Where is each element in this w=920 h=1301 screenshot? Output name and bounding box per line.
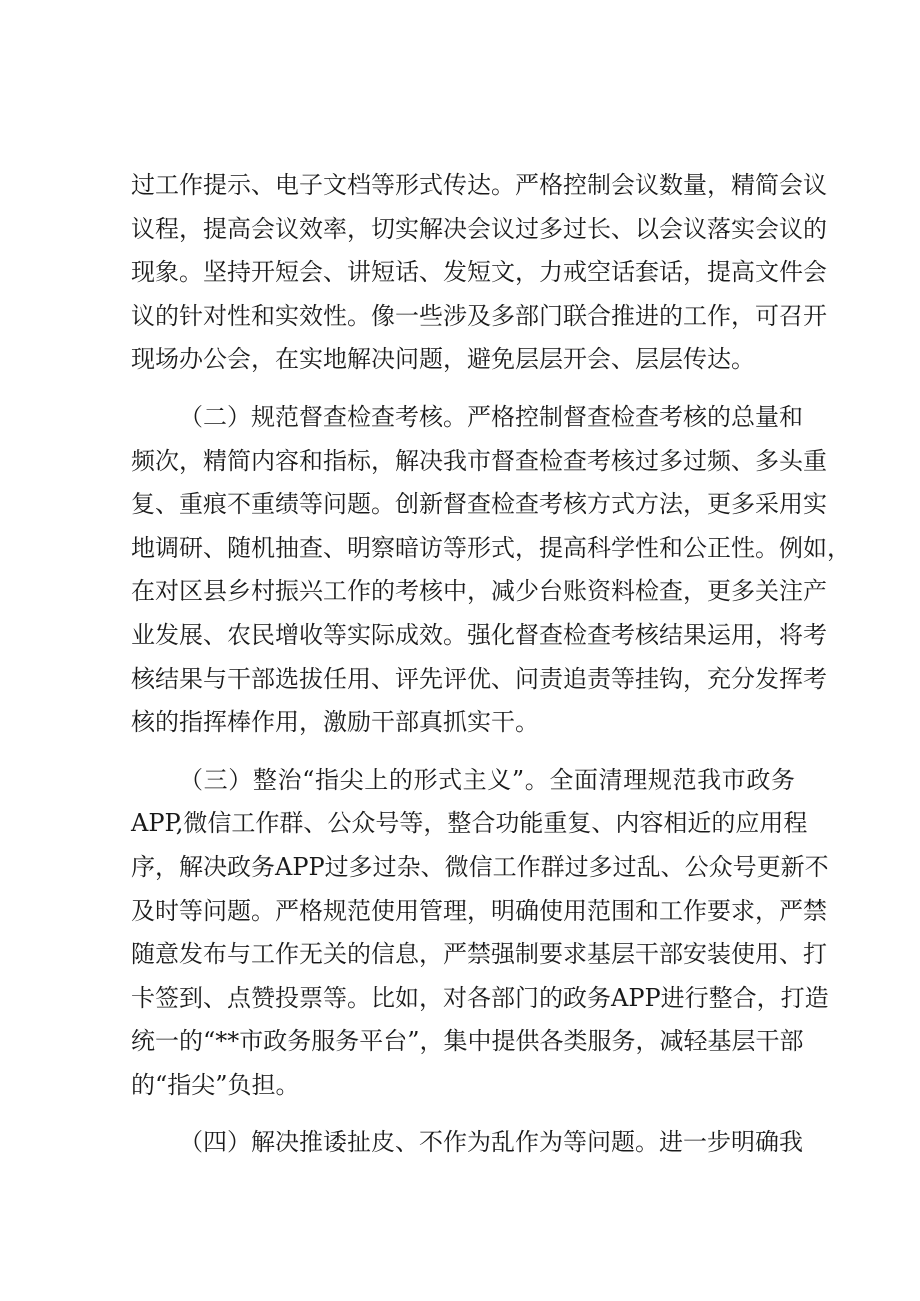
text-line: 在对区县乡村振兴工作的考核中，减少台账资料检查，更多关注产 <box>131 577 827 606</box>
text-line: 议程，提高会议效率，切实解决会议过多过长、以会议落实会议的 <box>131 214 827 243</box>
paragraph-inspection-assessment <box>131 396 851 745</box>
text-line: 现象。坚持开短会、讲短话、发短文，力戒空话套话，提高文件会 <box>131 258 827 287</box>
text-line: 过工作提示、电子文档等形式传达。严格控制会议数量，精简会议 <box>131 171 827 199</box>
text-line: 频次，精简内容和指标，解决我市督查检查考核过多过频、多头重 <box>131 446 827 475</box>
text-line: APP,微信工作群、公众号等，整合功能重复、内容相近的应用程 <box>131 809 808 838</box>
text-line: 地调研、随机抽查、明察暗访等形式，提高科学性和公正性。例如， <box>131 533 851 562</box>
text-line: 的“指尖”负担。 <box>131 1070 300 1099</box>
text-line: 序，解决政务APP过多过杂、微信工作群过多过乱、公众号更新不 <box>131 852 829 881</box>
text-line: （二）规范督查检查考核。严格控制督查检查考核的总量和 <box>179 402 803 431</box>
text-line: 核结果与干部选拔任用、评先评优、问责追责等挂钩，充分发挥考 <box>131 664 827 693</box>
text-line: 复、重痕不重绩等问题。创新督查检查考核方式方法，更多采用实 <box>131 490 827 519</box>
text-line: （三）整治“指尖上的形式主义”。全面清理规范我市政务 <box>179 765 795 794</box>
paragraph-fingertip-formalism <box>131 759 829 1108</box>
text-line: 核的指挥棒作用，激励干部真抓实干。 <box>131 708 539 737</box>
text-line: 业发展、农民增收等实际成效。强化督查检查考核结果运用，将考 <box>131 620 827 649</box>
text-line: 现场办公会，在实地解决问题，避免层层开会、层层传达。 <box>131 345 755 374</box>
text-line: 议的针对性和实效性。像一些涉及多部门联合推进的工作，可召开 <box>131 301 827 330</box>
text-line: 及时等问题。严格规范使用管理，明确使用范围和工作要求，严禁 <box>131 896 827 925</box>
text-line: （四）解决推诿扯皮、不作为乱作为等问题。进一步明确我 <box>179 1128 803 1157</box>
paragraph-buck-passing <box>131 1121 803 1165</box>
text-line: 卡签到、点赞投票等。比如，对各部门的政务APP进行整合，打造 <box>131 983 829 1012</box>
text-line: 随意发布与工作无关的信息，严禁强制要求基层干部安装使用、打 <box>131 940 827 969</box>
text-line: 统一的“**市政务服务平台”，集中提供各类服务，减轻基层干部 <box>131 1027 804 1056</box>
document-body <box>131 164 851 1165</box>
paragraph-meeting-control <box>131 164 827 382</box>
